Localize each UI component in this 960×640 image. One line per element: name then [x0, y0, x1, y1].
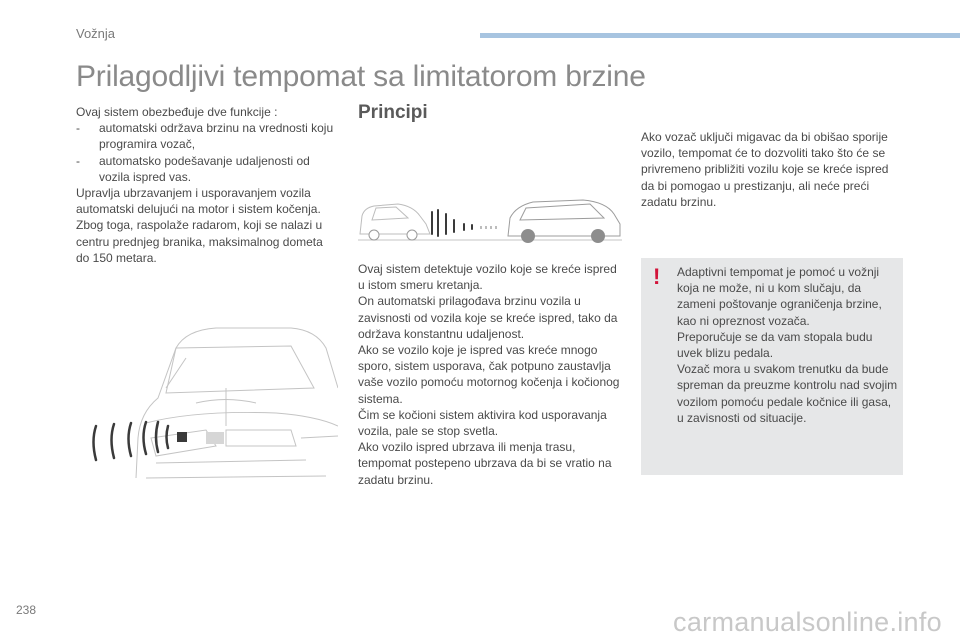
warning-paragraph: Adaptivni tempomat je pomoć u vožnji koja ne može, ni u kom slučaju, da zameni poštovanje ograničenja brzine, kao ni opreznost vozača.	[677, 265, 882, 328]
principles-paragraph: On automatski prilagođava brzinu vozila u zavisnosti od vozila koje se kreće ispred, tako da održava konstantnu udaljenost.	[358, 294, 618, 341]
principles-paragraph: Ako se vozilo koje je ispred vas kreće mnogo sporo, sistem usporava, čak potpuno zaustavlja vaše vozilo pomoću motornog kočenja i kočionog sistema.	[358, 343, 620, 406]
principles-paragraph: Ovaj sistem detektuje vozilo koje se kreće ispred u istom smeru kretanja.	[358, 262, 617, 293]
bullet-text: automatsko podešavanje udaljenosti od vozila ispred vas.	[99, 153, 310, 184]
intro-column	[76, 104, 338, 266]
principles-column	[358, 261, 622, 488]
intro-bullet	[76, 120, 338, 152]
exclamation-icon: !	[653, 264, 661, 289]
bullet-dash: -	[76, 121, 80, 136]
intro-bullet	[76, 153, 338, 185]
principles-paragraph: Ako vozilo ispred ubrzava ili menja trasu, tempomat postepeno ubrzava da bi se vratio na zadatu brzinu.	[358, 440, 612, 487]
bullet-dash: -	[76, 153, 80, 168]
warning-text	[677, 264, 899, 426]
warning-paragraph: Vozač mora u svakom trenutku da bude spreman da preuzme kontrolu nad svojim vozilom pomoću pedale kočnice ili gasa, u zavisnosti od situacije.	[677, 362, 898, 425]
bullet-text: automatski održava brzinu na vrednosti koju programira vozač,	[99, 121, 334, 152]
warning-box	[641, 258, 903, 475]
principles-paragraph: Čim se kočioni sistem aktivira kod usporavanja vozila, pale se stop svetla.	[358, 407, 607, 439]
intro-lead: Ovaj sistem obezbeđuje dve funkcije :	[76, 105, 278, 119]
principles-heading: Principi	[358, 102, 428, 123]
intro-body: Upravlja ubrzavanjem i usporavanjem vozila automatski delujući na motor i sistem kočenja. Zbog toga, raspolaže radarom, koji se nalazi u centru prednjeg branika, maksimalnog dometa do 150 metara.	[76, 186, 323, 265]
watermark: carmanualsonline.info	[673, 607, 942, 637]
car-distance-radar-illustration	[358, 194, 622, 246]
overtake-note: Ako vozač uključi migavac da bi obišao sporije vozilo, tempomat će to dozvoliti tako što će se privremeno približiti vozilu koje se kreće ispred da bi pomogao u prestizanju, ali neće preći zadatu brzinu.	[641, 130, 889, 209]
section-label: Vožnja	[76, 26, 116, 41]
car-front-radar-illustration	[76, 318, 338, 483]
header-accent-bar	[480, 33, 960, 38]
page-number: 238	[16, 603, 37, 617]
warning-paragraph: Preporučuje se da vam stopala budu uvek blizu pedala.	[677, 329, 873, 361]
page-title: Prilagodljivi tempomat sa limitatorom brzine	[76, 60, 646, 93]
